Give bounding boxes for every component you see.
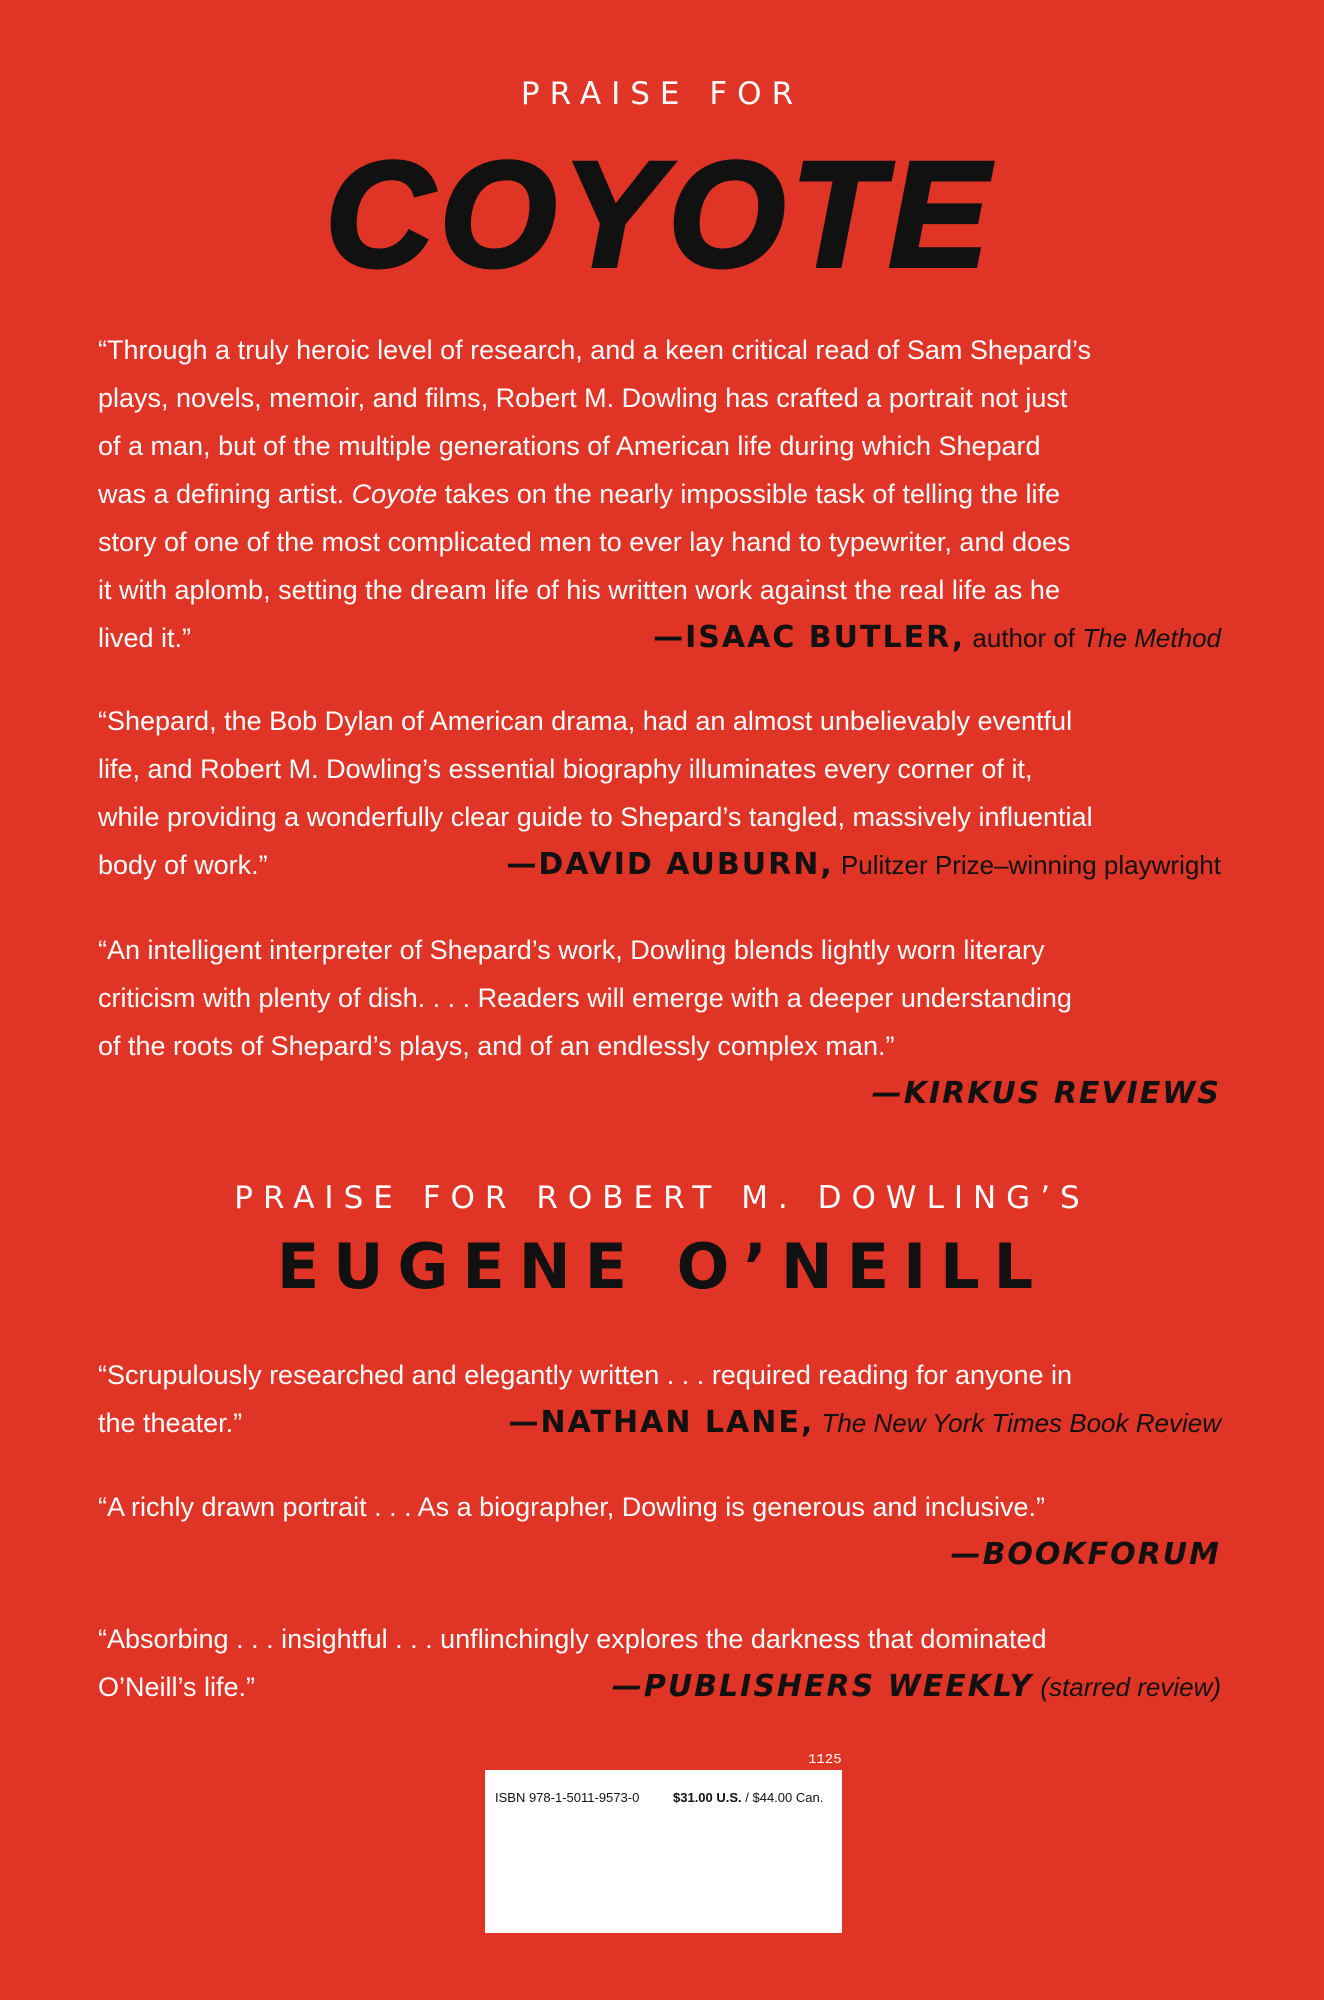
quote-title-italic: Coyote: [351, 479, 438, 509]
quote-last-line: body of work.”: [98, 850, 268, 880]
quote-line: “Shepard, the Bob Dylan of American drama, had an almost unbelievably eventful: [98, 706, 1073, 736]
coyote-title-logo: [325, 130, 995, 298]
price-can: / $44.00 Can.: [741, 1790, 824, 1805]
price-code: 1125: [808, 1752, 842, 1768]
attribution-name: —NATHAN LANE,: [508, 1405, 815, 1440]
attribution-name: —ISAAC BUTLER,: [653, 620, 966, 655]
quote-fragment: was a defining artist.: [98, 479, 352, 509]
quote-publishers-weekly: [98, 1615, 1221, 1711]
quote-line: “Through a truly heroic level of research, and a keen critical read of Sam Shepard’s: [98, 335, 1092, 365]
attribution-role: Pulitzer Prize–winning playwright: [833, 850, 1221, 880]
attribution: [871, 1070, 1221, 1118]
quote-bookforum: [98, 1483, 1221, 1579]
isbn-text: ISBN 978-1-5011-9573-0: [495, 1790, 640, 1805]
attribution-name: —DAVID AUBURN,: [506, 847, 834, 882]
attribution-row: [98, 1399, 1221, 1447]
coyote-title-text: COYOTE: [325, 130, 995, 298]
quote-line: “A richly drawn portrait . . . As a biographer, Dowling is generous and inclusive.”: [98, 1492, 1045, 1522]
attribution-name: —BOOKFORUM: [950, 1537, 1221, 1572]
quote-line: plays, novels, memoir, and films, Robert M. Dowling has crafted a portrait not just: [98, 383, 1068, 413]
quote-line: it with aplomb, setting the dream life of his written work against the real life as he: [98, 575, 1060, 605]
price-us: $31.00 U.S.: [673, 1790, 742, 1805]
price-text: [673, 1790, 823, 1805]
barcode-box: [485, 1770, 842, 1933]
quote-line: “Absorbing . . . insightful . . . unflinchingly explores the darkness that dominated: [98, 1624, 1047, 1654]
attribution-publication: The New York Times Book Review: [814, 1408, 1221, 1438]
attribution-name: —PUBLISHERS WEEKLY: [611, 1669, 1034, 1704]
attribution: [506, 841, 1221, 889]
attribution-book-title: The Method: [1082, 623, 1221, 653]
quote-line: story of one of the most complicated men to ever lay hand to typewriter, and does: [98, 527, 1071, 557]
attribution-role: author of: [965, 623, 1083, 653]
quote-line: “Scrupulously researched and elegantly written . . . required reading for anyone in: [98, 1360, 1073, 1390]
attribution: [950, 1531, 1221, 1579]
attribution: [508, 1399, 1221, 1447]
attribution: [653, 614, 1221, 662]
attribution-note: (starred review): [1040, 1672, 1221, 1702]
attribution-row: [98, 841, 1221, 889]
quote-line: “An intelligent interpreter of Shepard’s work, Dowling blends lightly worn literary: [98, 935, 1045, 965]
attribution-row: [98, 1663, 1221, 1711]
quote-last-line: lived it.”: [98, 623, 192, 653]
quote-line: [98, 470, 1221, 518]
quote-fragment: takes on the nearly impossible task of telling the life: [437, 479, 1061, 509]
quote-last-line: O’Neill’s life.”: [98, 1672, 256, 1702]
quote-last-line: the theater.”: [98, 1408, 243, 1438]
quote-isaac-butler: [98, 326, 1221, 662]
praise-for-dowling-kicker: PRAISE FOR ROBERT M. DOWLING’S: [234, 1180, 1090, 1216]
attribution: [611, 1663, 1221, 1711]
quote-david-auburn: [98, 697, 1221, 889]
quote-line: while providing a wonderfully clear guide to Shepard’s tangled, massively influential: [98, 802, 1093, 832]
attribution-row: [98, 614, 1221, 662]
attribution-name: —KIRKUS REVIEWS: [871, 1076, 1221, 1111]
quote-line: criticism with plenty of dish. . . . Readers will emerge with a deeper understanding: [98, 983, 1072, 1013]
quote-line: life, and Robert M. Dowling’s essential biography illuminates every corner of it,: [98, 754, 1033, 784]
attribution-row: [109, 1070, 1221, 1118]
quote-line: of the roots of Shepard’s plays, and of an endlessly complex man.”: [98, 1031, 895, 1061]
quote-line: of a man, but of the multiple generations of American life during which Shepard: [98, 431, 1041, 461]
attribution-row: [109, 1531, 1221, 1579]
quote-nathan-lane: [98, 1351, 1221, 1447]
quote-kirkus-reviews: [98, 926, 1221, 1118]
praise-for-kicker: PRAISE FOR: [520, 76, 804, 112]
eugene-oneill-title: EUGENE O’NEILL: [276, 1230, 1048, 1303]
